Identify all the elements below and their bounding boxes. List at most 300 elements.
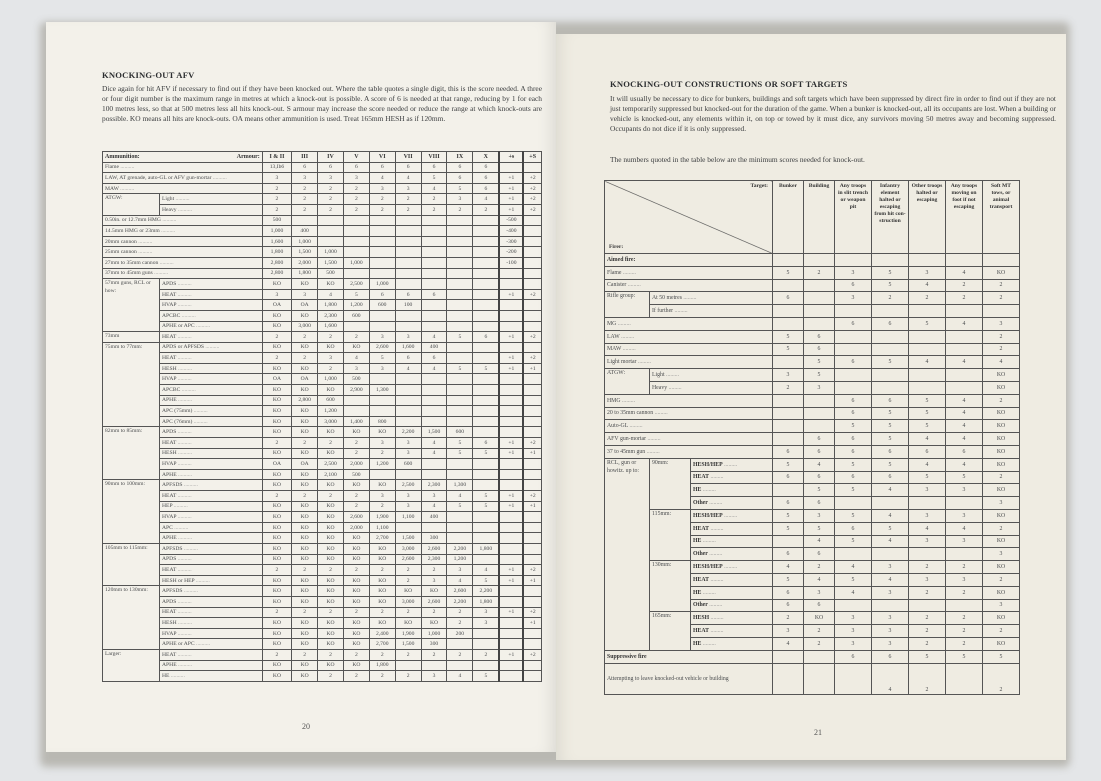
table-cell (447, 639, 473, 650)
table-cell: +1 (523, 575, 541, 586)
table-row (103, 448, 542, 459)
table-row (103, 533, 542, 544)
table-cell (946, 305, 983, 318)
table-cell: 2,500 (318, 459, 344, 470)
table-cell (395, 469, 421, 480)
table-cell: KO (262, 310, 291, 321)
table-cell (395, 279, 421, 290)
table-cell (523, 236, 541, 247)
row-label (691, 612, 773, 625)
table-cell (421, 321, 447, 332)
table-cell: -200 (499, 247, 523, 258)
leader-dots: ......... (626, 282, 641, 289)
table-cell (835, 381, 872, 394)
table-cell: 400 (421, 342, 447, 353)
table-cell: 4 (473, 194, 500, 205)
row-label (691, 586, 773, 599)
table-row (103, 459, 542, 470)
table-cell (872, 381, 909, 394)
table-cell (872, 330, 909, 343)
table-cell (773, 317, 804, 330)
table-cell: 2 (983, 394, 1020, 407)
leader-dots: .......... (176, 598, 192, 605)
table-cell: KO (318, 660, 344, 671)
table-cell: 5 (872, 458, 909, 471)
table-cell: 2 (318, 363, 344, 374)
table-cell: 2 (395, 194, 421, 205)
row-group-label: 73mm (103, 332, 160, 343)
table-cell (369, 268, 395, 279)
table-cell: 600 (318, 395, 344, 406)
table-cell: +1 (523, 618, 541, 629)
table-cell: 5 (473, 363, 500, 374)
row-label (160, 353, 263, 364)
table-cell: 2 (395, 565, 421, 576)
row-label-text: HESH/HEP (693, 564, 723, 571)
table-cell: KO (343, 596, 369, 607)
table-cell (773, 484, 804, 497)
row-label-text: Heavy (162, 206, 177, 213)
leader-dots: .......... (176, 355, 192, 362)
row-label-text: Heavy (652, 384, 668, 391)
table-cell: 6 (835, 407, 872, 420)
table-cell: 1,800 (292, 268, 318, 279)
table-cell: KO (983, 369, 1020, 382)
row-label (160, 543, 263, 554)
row-label-text: HEAT (162, 566, 177, 573)
table-cell: KO (262, 618, 291, 629)
table-cell: 2 (983, 330, 1020, 343)
table-cell (473, 385, 500, 396)
ammunition-label: Ammunition: (105, 153, 140, 160)
table-row (103, 332, 542, 343)
table-cell (421, 406, 447, 417)
table-cell: KO (421, 586, 447, 597)
table-cell (773, 254, 804, 267)
row-label (160, 639, 263, 650)
table-cell (447, 512, 473, 523)
table-cell (473, 342, 500, 353)
table-cell: KO (318, 639, 344, 650)
column-header: V (343, 152, 369, 163)
table-cell: KO (343, 427, 369, 438)
leader-dots: ......... (621, 346, 636, 353)
table-cell: 4 (804, 535, 835, 548)
table-cell: 2 (262, 607, 291, 618)
table-cell: KO (343, 628, 369, 639)
table-cell (421, 257, 447, 268)
row-label (103, 257, 263, 268)
table-cell: KO (369, 586, 395, 597)
table-cell: 2,600 (369, 342, 395, 353)
table-row (605, 458, 1020, 471)
leader-dots: .......... (172, 503, 188, 510)
table-cell (804, 317, 835, 330)
table-cell: 2 (292, 438, 318, 449)
row-label-text: APDS (162, 598, 177, 605)
table-cell: 3 (835, 266, 872, 279)
table-cell: KO (318, 618, 344, 629)
table-cell: 2 (946, 561, 983, 574)
row-label (160, 289, 263, 300)
row-subgroup-label: 90mm: (650, 458, 691, 509)
table-cell: 4 (395, 173, 421, 184)
table-cell: 6 (447, 162, 473, 173)
table-cell: KO (262, 660, 291, 671)
table-cell: +2 (523, 173, 541, 184)
table-row (103, 162, 542, 173)
table-cell: 5 (447, 363, 473, 374)
leader-dots: ......... (636, 359, 651, 366)
table-cell: 2 (318, 204, 344, 215)
table-cell (369, 310, 395, 321)
afv-intro-text: Dice again for hit AFV if necessary to find out if they have been knocked out. Where the table quotes a single digit, this is the score needed. A three or four digit number is the maximum range in metres at which a knock-out is possible. A score of 6 is needed at that range, reducing by 1 for each 100 metres less, so that at 500 metres less all hits knock-out. S armour may increase the score needed or reduce the range at which knock-outs are possible. KO means all hits are knock-outs. OA means other ammunition is used. Treat 165mm HESH as if 120mm. (102, 84, 542, 123)
table-cell: +2 (523, 183, 541, 194)
table-cell: 2 (909, 292, 946, 305)
table-row (605, 420, 1020, 433)
table-cell: KO (292, 279, 318, 290)
table-cell: 1,000 (292, 236, 318, 247)
column-header: Bunker (773, 181, 804, 254)
table-cell (523, 342, 541, 353)
row-label-text: APHE or APC (162, 323, 195, 330)
row-label-text: APCBC (162, 312, 181, 319)
table-cell: 4 (909, 356, 946, 369)
table-cell: 1,800 (473, 596, 500, 607)
table-cell: KO (292, 671, 318, 682)
row-label (160, 501, 263, 512)
table-cell: 6 (835, 445, 872, 458)
table-row (605, 445, 1020, 458)
table-row (103, 342, 542, 353)
table-cell (421, 459, 447, 470)
table-cell: 4 (421, 501, 447, 512)
leader-dots: .......... (180, 386, 196, 393)
table-cell: 3 (804, 586, 835, 599)
table-cell: 6 (773, 586, 804, 599)
table-cell: 2,200 (447, 596, 473, 607)
column-header: +s (499, 152, 523, 163)
table-cell (872, 497, 909, 510)
table-cell: 4 (318, 289, 344, 300)
table-cell: KO (318, 596, 344, 607)
table-cell (473, 480, 500, 491)
table-cell: 3 (983, 497, 1020, 510)
table-cell: KO (262, 628, 291, 639)
table-cell: -500 (499, 215, 523, 226)
table-cell (343, 321, 369, 332)
table-cell: 2,300 (318, 310, 344, 321)
table-cell: KO (292, 416, 318, 427)
table-cell (421, 310, 447, 321)
table-cell (946, 254, 983, 267)
table-cell: 1,800 (369, 660, 395, 671)
row-label (691, 458, 773, 471)
table-cell: 2,300 (421, 554, 447, 565)
table-cell: 4 (872, 484, 909, 497)
row-label (160, 554, 263, 565)
row-label-text: APHE or APC (162, 641, 195, 648)
table-cell: KO (343, 586, 369, 597)
table-cell: 2 (447, 618, 473, 629)
table-cell (909, 343, 946, 356)
table-cell: +1 (499, 353, 523, 364)
row-group-label: Larger: (103, 649, 160, 681)
table-cell: KO (983, 407, 1020, 420)
table-cell: 3 (395, 438, 421, 449)
table-cell (421, 226, 447, 237)
leader-dots: ......... (681, 295, 697, 302)
table-cell: 6 (872, 394, 909, 407)
table-cell: 4 (473, 565, 500, 576)
table-row (605, 433, 1020, 446)
table-row (103, 173, 542, 184)
table-cell: KO (318, 554, 344, 565)
column-header: Building (804, 181, 835, 254)
table-cell: +1 (499, 607, 523, 618)
row-label (691, 561, 773, 574)
table-cell (946, 497, 983, 510)
table-cell: 5 (447, 448, 473, 459)
table-row (605, 369, 1020, 382)
table-cell: KO (318, 575, 344, 586)
table-cell: 5 (872, 266, 909, 279)
leader-dots: .......... (118, 185, 135, 192)
table-cell: 6 (804, 471, 835, 484)
table-cell (499, 427, 523, 438)
row-label-text: HEAT (693, 628, 709, 634)
table-cell: 6 (835, 279, 872, 292)
table-row (103, 194, 542, 205)
row-label-text: Flame (607, 269, 622, 276)
table-cell: +1 (499, 438, 523, 449)
table-cell: 2 (262, 183, 291, 194)
table-cell (421, 395, 447, 406)
attempting-label (605, 663, 773, 694)
table-cell: 2 (909, 637, 946, 650)
table-cell: 2 (946, 292, 983, 305)
table-cell: 800 (369, 416, 395, 427)
row-label-text: HESH (162, 450, 177, 457)
table-cell: 3 (909, 266, 946, 279)
table-cell: KO (318, 586, 344, 597)
table-cell (523, 406, 541, 417)
row-label-text: At 50 metres (652, 295, 682, 302)
row-label-text: HEAT (162, 651, 177, 658)
table-cell: 3 (369, 332, 395, 343)
table-cell: KO (292, 618, 318, 629)
table-cell: 3 (473, 618, 500, 629)
table-cell: 2 (318, 438, 344, 449)
table-cell (343, 215, 369, 226)
table-cell: 6 (773, 471, 804, 484)
row-label-text: LAW, AT grenade, auto-GL or AFV gun-mortar (105, 174, 212, 181)
table-cell: KO (262, 586, 291, 597)
table-cell: 6 (946, 445, 983, 458)
table-cell: 500 (262, 215, 291, 226)
table-cell (318, 215, 344, 226)
table-row (605, 394, 1020, 407)
row-label-text: MG (607, 320, 617, 327)
header-row (103, 152, 542, 163)
table-cell: KO (292, 660, 318, 671)
column-header: +S (523, 152, 541, 163)
table-cell: 6 (473, 162, 500, 173)
table-cell (447, 374, 473, 385)
table-cell: 4 (872, 663, 909, 694)
row-label-text: HESH (162, 619, 177, 626)
table-cell: 400 (292, 226, 318, 237)
table-cell: 3 (835, 292, 872, 305)
row-label-text: AFV gun-mortar (607, 436, 647, 443)
table-cell: 5 (473, 491, 500, 502)
row-label (103, 162, 263, 173)
table-cell (523, 522, 541, 533)
table-cell: 3 (946, 535, 983, 548)
table-cell: KO (983, 484, 1020, 497)
table-cell (473, 512, 500, 523)
leader-dots: .......... (118, 164, 135, 171)
table-cell: 2 (909, 586, 946, 599)
table-cell: 3 (946, 509, 983, 522)
row-label-text: Light (162, 196, 175, 203)
constructions-intro-note: The numbers quoted in the table below are the minimum scores needed for knock-out. (610, 155, 865, 164)
column-header: Soft MT tows, or animal transport (983, 181, 1020, 254)
table-cell: 6 (773, 292, 804, 305)
row-label-text: HVAP (162, 513, 177, 520)
table-cell: 2,200 (473, 586, 500, 597)
table-cell: 4 (946, 266, 983, 279)
leader-dots: ......... (709, 576, 724, 583)
row-label (160, 395, 263, 406)
table-cell: 2 (318, 332, 344, 343)
table-cell (292, 215, 318, 226)
table-cell: KO (262, 469, 291, 480)
table-cell: 3 (262, 289, 291, 300)
table-cell: 1,600 (262, 236, 291, 247)
table-cell: 4 (447, 491, 473, 502)
table-cell: +2 (523, 353, 541, 364)
table-cell: KO (343, 618, 369, 629)
row-label-text: HEAT (162, 333, 177, 340)
table-cell (499, 342, 523, 353)
table-row (605, 343, 1020, 356)
table-cell: 6 (835, 522, 872, 535)
table-cell: 2 (395, 575, 421, 586)
row-label-text: 25mm cannon (105, 249, 137, 256)
table-cell: +1 (499, 332, 523, 343)
table-cell: OA (262, 300, 291, 311)
table-cell: 2 (262, 438, 291, 449)
table-cell: +1 (499, 363, 523, 374)
table-cell: 2 (292, 607, 318, 618)
row-label (160, 660, 263, 671)
row-label (160, 427, 263, 438)
table-cell: 2 (447, 607, 473, 618)
leader-dots: ......... (701, 538, 716, 545)
table-cell (804, 254, 835, 267)
table-cell: 5 (909, 471, 946, 484)
table-cell (343, 395, 369, 406)
column-header: VII (395, 152, 421, 163)
table-cell (473, 247, 500, 258)
table-cell: 5 (804, 522, 835, 535)
table-cell: 3 (421, 671, 447, 682)
table-cell (421, 236, 447, 247)
row-label-text: 20mm cannon (105, 238, 137, 245)
table-cell: KO (292, 575, 318, 586)
table-cell: 5 (804, 356, 835, 369)
table-cell: 6 (872, 445, 909, 458)
table-cell: 2 (292, 649, 318, 660)
row-label (103, 226, 263, 237)
target-label: Target: (750, 183, 768, 189)
row-label (103, 215, 263, 226)
table-cell (523, 247, 541, 258)
table-cell: 2,500 (343, 279, 369, 290)
table-cell: 3 (872, 612, 909, 625)
row-label (160, 618, 263, 629)
table-cell (447, 522, 473, 533)
table-cell: 6 (835, 471, 872, 484)
table-cell: 5 (773, 266, 804, 279)
row-label (691, 625, 773, 638)
table-cell: 3 (343, 173, 369, 184)
row-label (103, 236, 263, 247)
table-cell: 2 (909, 561, 946, 574)
leader-dots: .......... (194, 577, 210, 584)
table-cell: -100 (499, 257, 523, 268)
table-cell (369, 247, 395, 258)
table-cell (473, 628, 500, 639)
table-cell: KO (262, 543, 291, 554)
row-label-text: HEAT (162, 355, 177, 362)
table-cell: 4 (909, 433, 946, 446)
table-cell: KO (983, 612, 1020, 625)
table-row (605, 509, 1020, 522)
row-label (160, 459, 263, 470)
table-row (103, 215, 542, 226)
row-label (160, 512, 263, 523)
table-cell (909, 330, 946, 343)
leader-dots: ......... (646, 436, 661, 443)
table-cell (369, 469, 395, 480)
table-cell: 5 (909, 394, 946, 407)
table-cell: KO (318, 543, 344, 554)
table-cell: KO (262, 533, 291, 544)
table-cell: 6 (292, 162, 318, 173)
table-cell: 2 (804, 561, 835, 574)
table-cell: KO (983, 509, 1020, 522)
table-cell (499, 321, 523, 332)
table-row (605, 381, 1020, 394)
table-cell: 4 (835, 586, 872, 599)
table-cell (369, 236, 395, 247)
table-cell (473, 310, 500, 321)
table-cell (369, 226, 395, 237)
row-label (160, 310, 263, 321)
table-cell: 6 (369, 162, 395, 173)
table-cell: 3 (318, 173, 344, 184)
table-cell: 2 (773, 381, 804, 394)
table-cell: 2 (318, 183, 344, 194)
table-cell: +1 (499, 491, 523, 502)
table-cell: 2 (983, 343, 1020, 356)
table-cell: 4 (946, 394, 983, 407)
table-cell: 2 (872, 292, 909, 305)
corner-header (605, 181, 773, 254)
table-cell: 3 (909, 509, 946, 522)
